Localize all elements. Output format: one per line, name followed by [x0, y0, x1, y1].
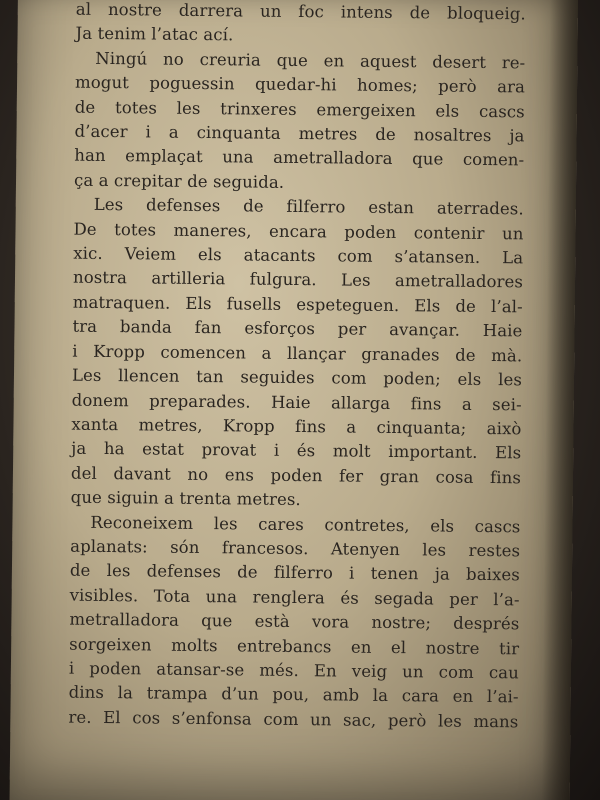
text-line: Les llencen tan seguides com poden; els les	[71, 365, 523, 390]
text-line: re. El cos s’enfonsa com un sac, però les mans	[68, 707, 519, 732]
text-line: visibles. Tota una renglera és segada per l’a-	[69, 585, 520, 610]
text-line: tra banda fan esforços per avançar. Haie	[72, 316, 523, 341]
text-line: i poden atansar-se més. En veig un com cau	[68, 658, 520, 683]
paragraph-4	[68, 510, 520, 734]
text-line: sorgeixen molts entrebancs en el nostre tir	[69, 634, 520, 658]
book-page	[9, 0, 578, 800]
text-line: metralladora que està vora nostre; després	[69, 609, 520, 634]
text-line: xanta metres, Kropp fins a cinquanta; això	[71, 414, 522, 439]
text-line: de les defenses de filferro i tenen ja baixes	[69, 560, 521, 585]
paragraph-3	[71, 193, 524, 515]
text-line: que siguin a trenta metres.	[70, 487, 301, 510]
text-line: xic. Veiem els atacants com s’atansen. La	[73, 243, 524, 268]
text-line: han emplaçat una ametralladora que comen-	[74, 146, 525, 170]
paragraph-2	[74, 46, 526, 197]
page-shadow-edge	[541, 0, 578, 800]
text-line: matraquen. Els fusells espeteguen. Els de l’al-	[72, 292, 523, 317]
text-line: De totes maneres, encara poden contenir un	[73, 219, 524, 244]
text-line: donem preparades. Haie allarga fins a sei-	[71, 390, 522, 414]
text-line: mogut poguessin quedar-hi homes; però ara	[74, 72, 526, 97]
text-line: al nostre darrera un foc intens de bloqueig.	[75, 0, 526, 24]
text-line: nostra artilleria fulgura. Les ametralladores	[72, 268, 524, 292]
text-line: Les defenses de filferro estan aterrades.	[93, 195, 524, 219]
text-line: de totes les trinxeres emergeixen els cascs	[74, 97, 525, 122]
text-line: Ningú no creuria que en aquest desert re-	[95, 48, 526, 73]
text-line: d’acer i a cinquanta metres de nosaltres ja	[74, 121, 525, 146]
text-line: Ja tenim l’atac ací.	[75, 24, 234, 45]
text-line: dins la trampa d’un pou, amb la cara en l’ai-	[68, 683, 519, 707]
text-line: del davant no ens poden fer gran cosa fins	[70, 463, 522, 488]
text-line: Reconeixem les cares contretes, els cascs	[90, 512, 521, 536]
paragraph-1	[75, 0, 525, 51]
text-line: ça a crepitar de seguida.	[73, 170, 285, 192]
text-line: ja ha estat provat i és molt important. Els	[71, 438, 522, 463]
text-line: i Kropp comencen a llançar granades de mà.	[72, 341, 523, 366]
text-line: aplanats: són francesos. Atenyen les restes	[70, 536, 521, 561]
page-body-text	[68, 0, 526, 735]
